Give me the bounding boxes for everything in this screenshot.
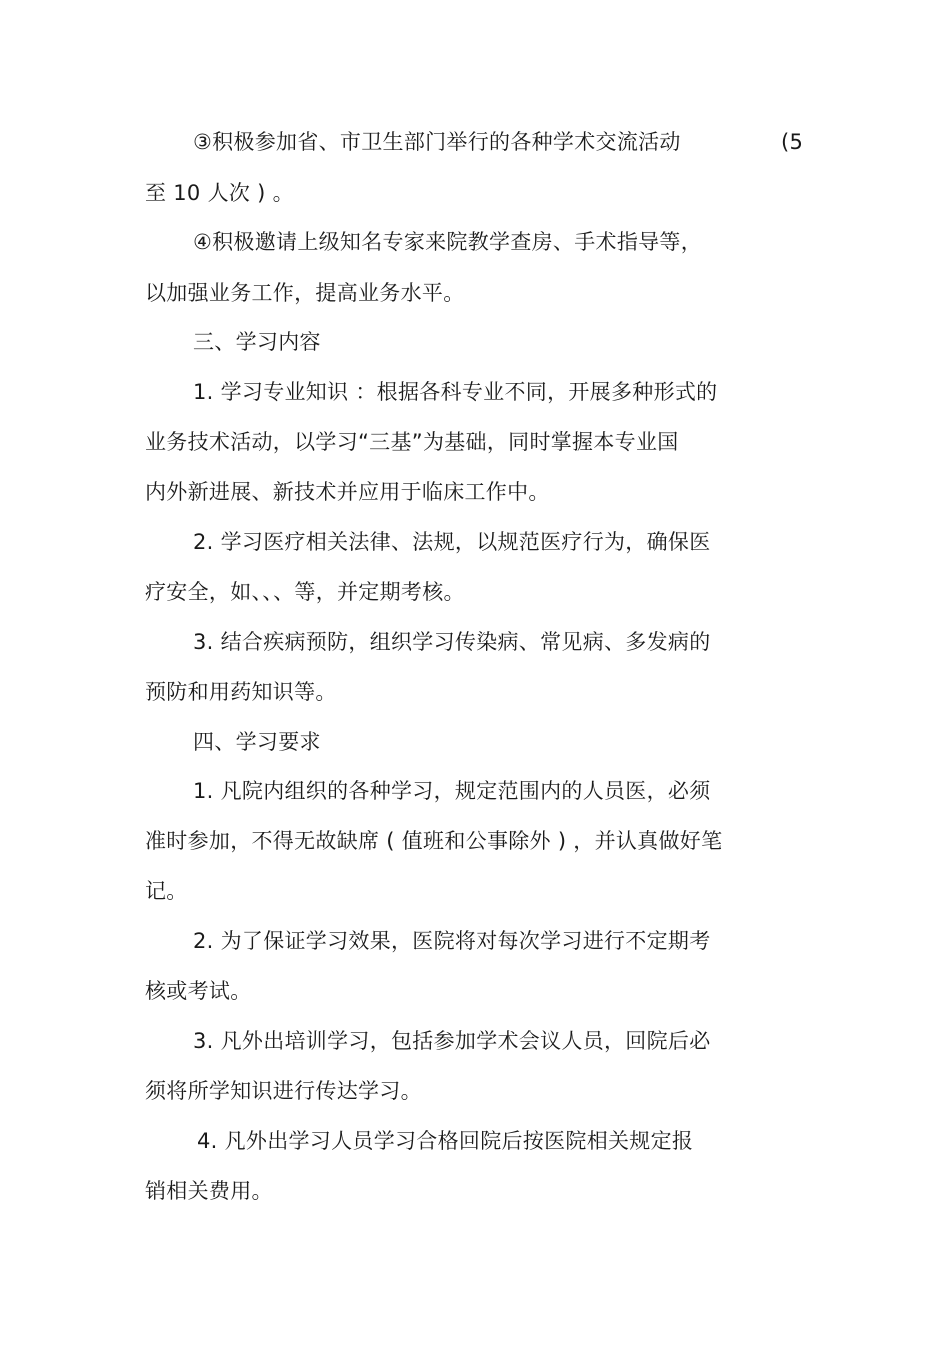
paragraph-line: ④积极邀请上级知名专家来院教学查房、手术指导等， [193,230,703,254]
paragraph-line: 以加强业务工作，提高业务水平。 [145,281,465,305]
paragraph-line: 销相关费用。 [145,1179,273,1203]
section-heading: 三、学习内容 [193,330,321,354]
paragraph-line: 准时参加，不得无故缺席 ( 值班和公事除外 ) ，并认真做好笔 [145,829,723,853]
paragraph-line: ③积极参加省、市卫生部门举行的各种学术交流活动 [193,130,681,154]
paragraph-line: 2. 为了保证学习效果，医院将对每次学习进行不定期考 [193,929,711,953]
paragraph-line: 1. 凡院内组织的各种学习，规定范围内的人员医，必须 [193,779,711,803]
paragraph-line: 核或考试。 [145,979,252,1003]
paragraph-line: 2. 学习医疗相关法律、法规，以规范医疗行为，确保医 [193,530,711,554]
paragraph-line: 业务技术活动，以学习“三基”为基础，同时掌握本专业国 [145,430,679,454]
paragraph-line: 3. 凡外出培训学习，包括参加学术会议人员，回院后必 [193,1029,711,1053]
paragraph-line: 须将所学知识进行传达学习。 [145,1079,422,1103]
paragraph-line: 预防和用药知识等。 [145,680,337,704]
paragraph-line: 4. 凡外出学习人员学习合格回院后按医院相关规定报 [197,1129,694,1153]
section-heading: 四、学习要求 [193,730,321,754]
paragraph-line: 疗安全，如、、、等，并定期考核。 [145,580,465,604]
paragraph-line: 内外新进展、新技术并应用于临床工作中。 [145,480,550,504]
paragraph-line: 3. 结合疾病预防，组织学习传染病、常见病、多发病的 [193,630,711,654]
paragraph-line: 至 10 人次 ) 。 [145,181,294,205]
paragraph-line-tail: (5 [781,130,804,154]
paragraph-line: 1. 学习专业知识 ：根据各科专业不同，开展多种形式的 [193,380,718,404]
paragraph-line: 记。 [145,879,188,903]
